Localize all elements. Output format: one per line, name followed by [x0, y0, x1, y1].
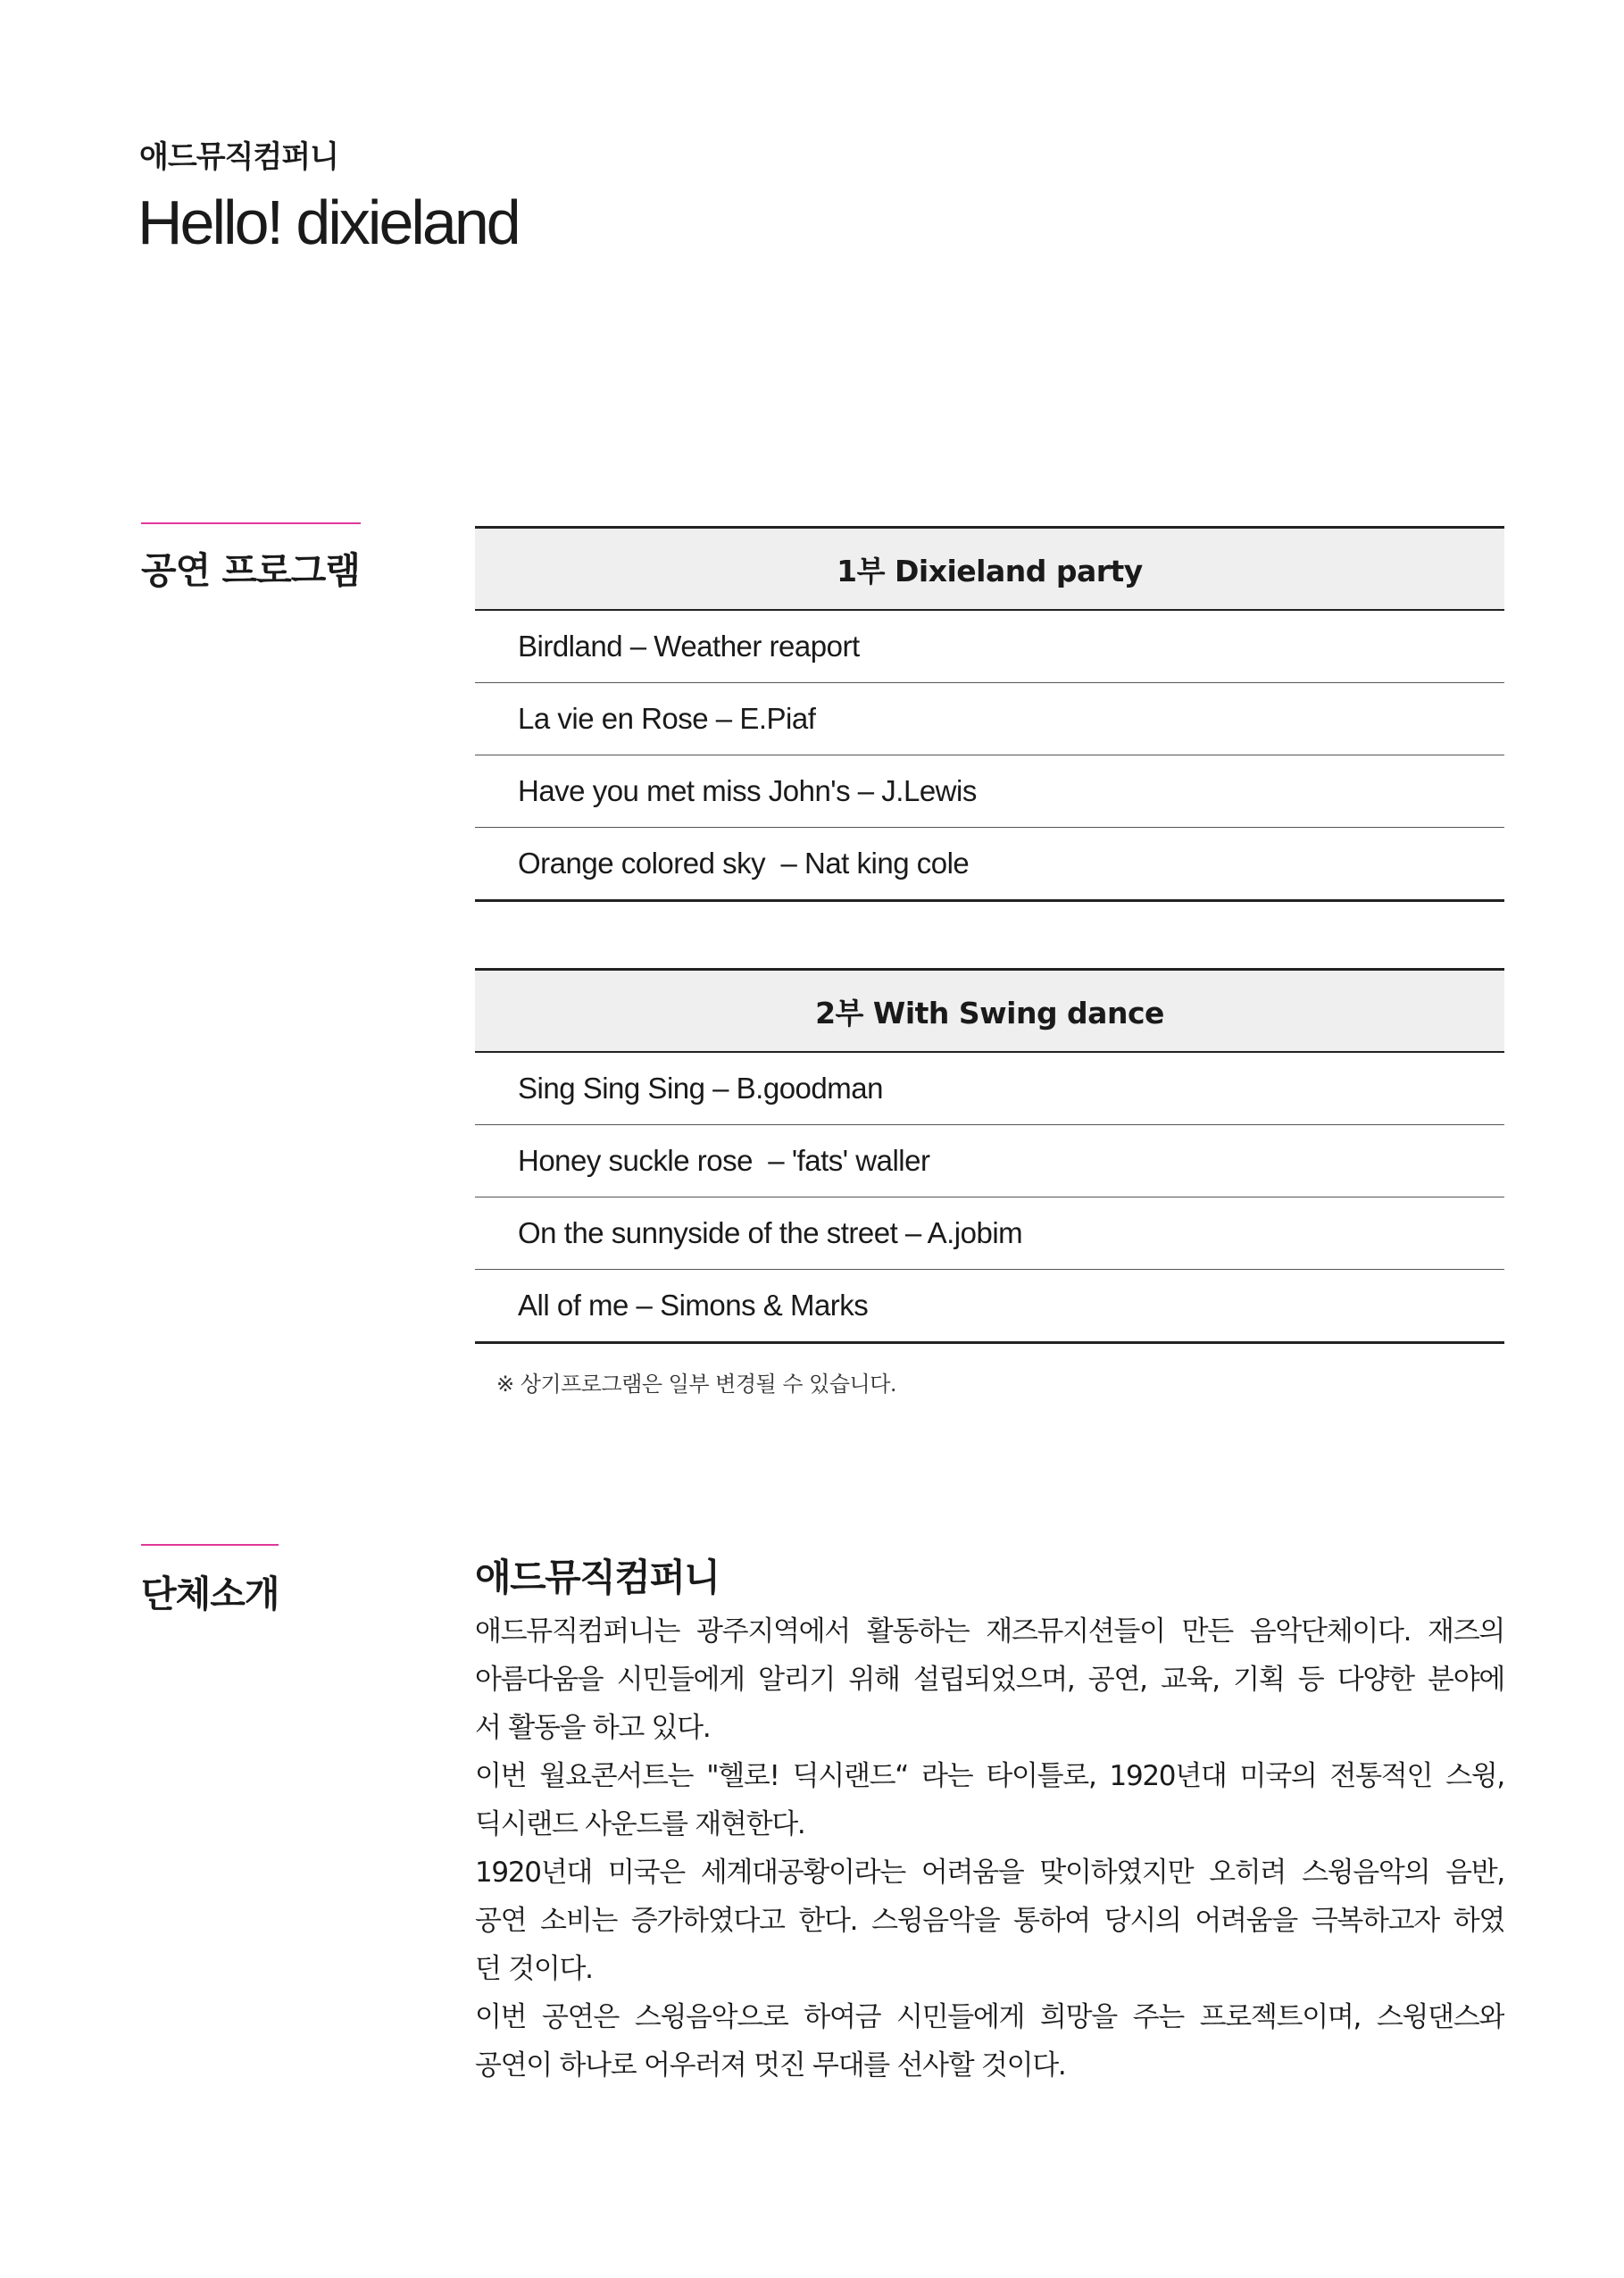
program-row: Sing Sing Sing – B.goodman: [475, 1053, 1504, 1125]
program-row: Birdland – Weather reaport: [475, 611, 1504, 683]
intro-line: 1920년대 미국은 세계대공황이라는 어려움을 맞이하였지만 오히려 스윙음악의 음반,: [475, 1857, 1504, 1889]
intro-line: 이번 공연은 스윙음악으로 하여금 시민들에게 희망을 주는 프로젝트이며, 스윙댄스와: [475, 2001, 1504, 2033]
intro-line: 서 활동을 하고 있다.: [475, 1712, 711, 1744]
program-row: All of me – Simons & Marks: [518, 1289, 869, 1322]
program-table-part2: [475, 968, 1504, 1344]
intro-line: 아름다움을 시민들에게 알리기 위해 설립되었으며, 공연, 교육, 기획 등 다양한 분야에: [475, 1664, 1504, 1696]
intro-section-accent: [141, 1544, 279, 1546]
org-name: 애드뮤직컴퍼니: [139, 139, 338, 175]
program-row: Orange colored sky – Nat king cole: [518, 847, 970, 880]
intro-section-label: 단체소개: [141, 1573, 279, 1615]
program-row: Honey suckle rose – 'fats' waller: [475, 1125, 1504, 1197]
intro-line: 공연이 하나로 어우러져 멋진 무대를 선사할 것이다.: [475, 2049, 1066, 2082]
intro-line: 애드뮤직컴퍼니는 광주지역에서 활동하는 재즈뮤지션들이 만든 음악단체이다. 재즈의: [475, 1615, 1504, 1648]
intro-body: [475, 1607, 1504, 2090]
intro-line: 공연 소비는 증가하였다고 한다. 스윙음악을 통하여 당시의 어려움을 극복하고자 하였: [475, 1905, 1504, 1937]
intro-line: 던 것이다.: [475, 1953, 593, 1985]
program-section-accent: [141, 522, 361, 524]
intro-line: 딕시랜드 사운드를 재현한다.: [475, 1808, 805, 1840]
intro-title: 애드뮤직컴퍼니: [475, 1556, 720, 1599]
program-row: Have you met miss John's – J.Lewis: [475, 755, 1504, 828]
program-part2-title: 2부 With Swing dance: [475, 971, 1504, 1053]
program-part1-title: 1부 Dixieland party: [475, 529, 1504, 611]
program-section-label: 공연 프로그램: [141, 549, 360, 592]
program-row: On the sunnyside of the street – A.jobim: [475, 1197, 1504, 1270]
program-note: ※ 상기프로그램은 일부 변경될 수 있습니다.: [496, 1372, 897, 1397]
program-row: La vie en Rose – E.Piaf: [475, 683, 1504, 755]
program-table-part1: [475, 526, 1504, 902]
intro-line: 이번 월요콘서트는 "헬로! 딕시랜드“ 라는 타이틀로, 1920년대 미국의 전통적인 스윙,: [475, 1760, 1504, 1792]
page-title: Hello! dixieland: [137, 188, 519, 257]
